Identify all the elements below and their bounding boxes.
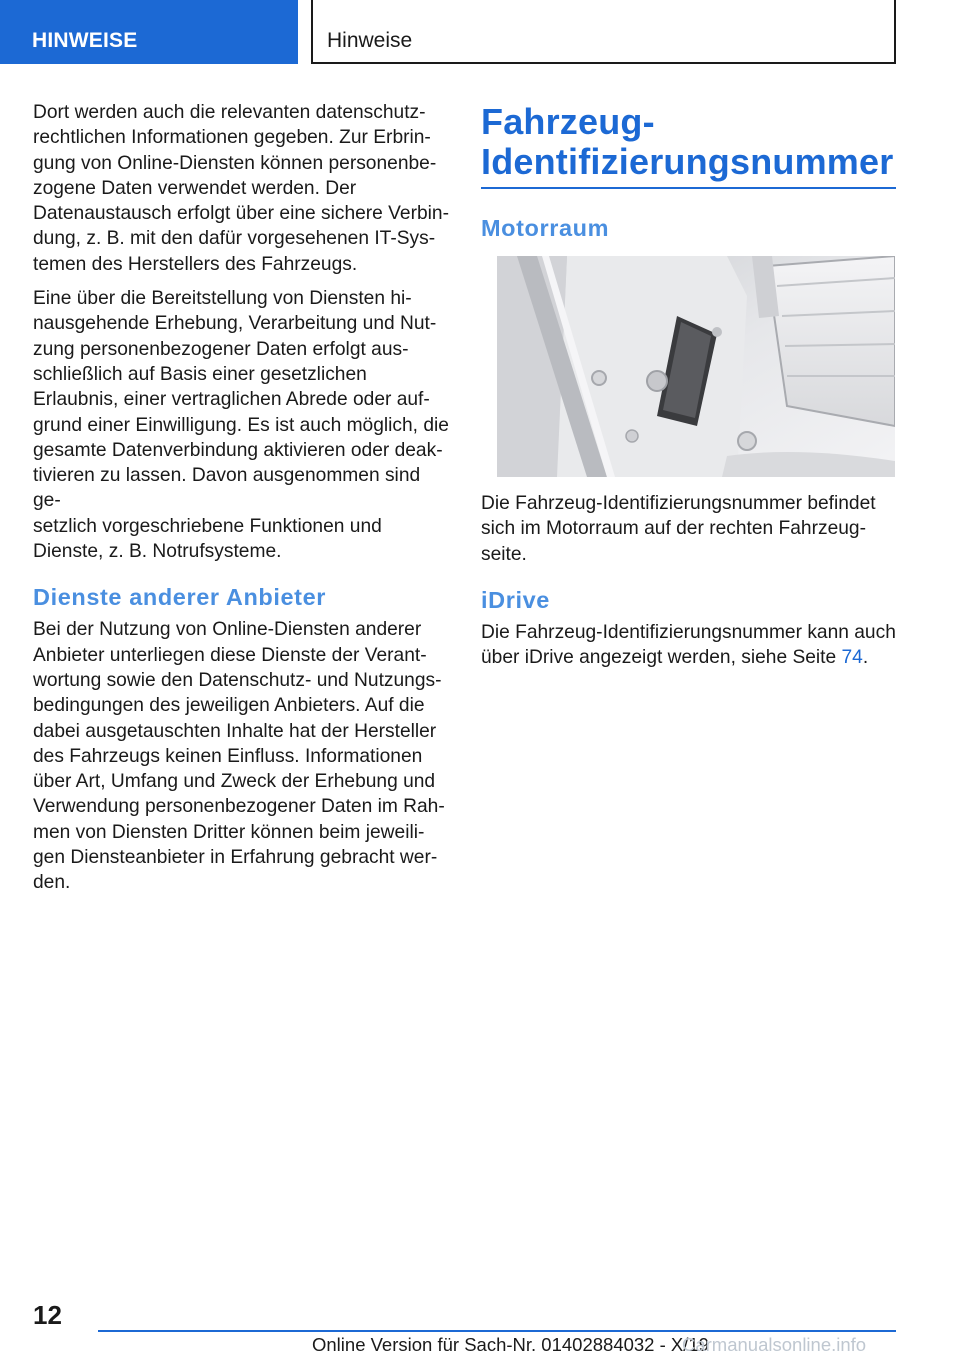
engine-compartment-image [497, 256, 895, 477]
right-column [481, 100, 896, 679]
heading-third-party-services: Dienste anderer Anbieter [33, 584, 327, 611]
paragraph-vin-location: Die Fahrzeug-Identifizierungsnummer befindet sich im Motorraum auf der rechten Fahrzeug- seite. [481, 493, 876, 565]
paragraph-data-privacy: Dort werden auch die relevanten datenschutz- rechtlichen Informationen gegeben. Zur Erbrin- gung von Online-Diensten können personenbe- zogene Daten verwendet werden. Der Datenaustausch erfolgt über eine sichere Verbin- dung, z. B. mit den dafür vorgesehenen IT-Sys- temen des Herstellers des Fahrzeugs. [33, 102, 449, 275]
chapter-tab[interactable]: HINWEISE [0, 0, 298, 64]
heading-engine-compartment: Motorraum [481, 215, 610, 241]
page-number: 12 [33, 1300, 62, 1330]
idrive-text-end: . [862, 647, 869, 669]
section-header: Hinweise [311, 0, 896, 64]
paragraph-idrive [481, 620, 896, 671]
heading-idrive: iDrive [481, 586, 550, 613]
footer-text: Online Version für Sach-Nr. 01402884032 - X/19 [312, 1334, 709, 1355]
page-link-74[interactable]: 74 [841, 647, 863, 669]
paragraph-third-party: Bei der Nutzung von Online-Diensten anderer Anbieter unterliegen diese Dienste der Verant- wortung sowie den Datenschutz- und Nutzungs- bedingungen des jeweiligen Anbieters. Auf die dabei ausgetauschten Inhalte hat der Hersteller des Fahrzeugs keinen Einfluss. Informationen über Art, Umfang und Zweck der Erhebung und Verwendung personenbezogener Daten im Rah- men von Diensten Dritter können beim jeweili- gen Diensteanbieter in Erfahrung gebracht wer- den. [33, 619, 445, 894]
section-title-vin: Fahrzeug- Identifizierungsnummer [481, 102, 896, 189]
watermark: Carmanualsonline.info [682, 1334, 867, 1355]
left-column [33, 100, 449, 905]
paragraph-data-processing: Eine über die Bereitstellung von Diensten hi- nausgehende Erhebung, Verarbeitung und Nut- zung personenbezogener Daten erfolgt aus- schließlich auf Basis einer gesetzlichen Erlaubnis, einer vertraglichen Abrede oder auf- grund einer Einwilligung. Es ist auch möglich, die gesamte Datenverbindung aktivieren oder deak- tivieren zu lassen. Davon ausgenommen sind ge- setzlich vorgeschriebene Funktionen und Dienste, z. B. Notrufsysteme. [33, 288, 449, 563]
footer-divider [98, 1330, 896, 1332]
idrive-text: Die Fahrzeug-Identifizierungsnummer kann auch über iDrive angezeigt werden, siehe Seite [481, 621, 896, 669]
